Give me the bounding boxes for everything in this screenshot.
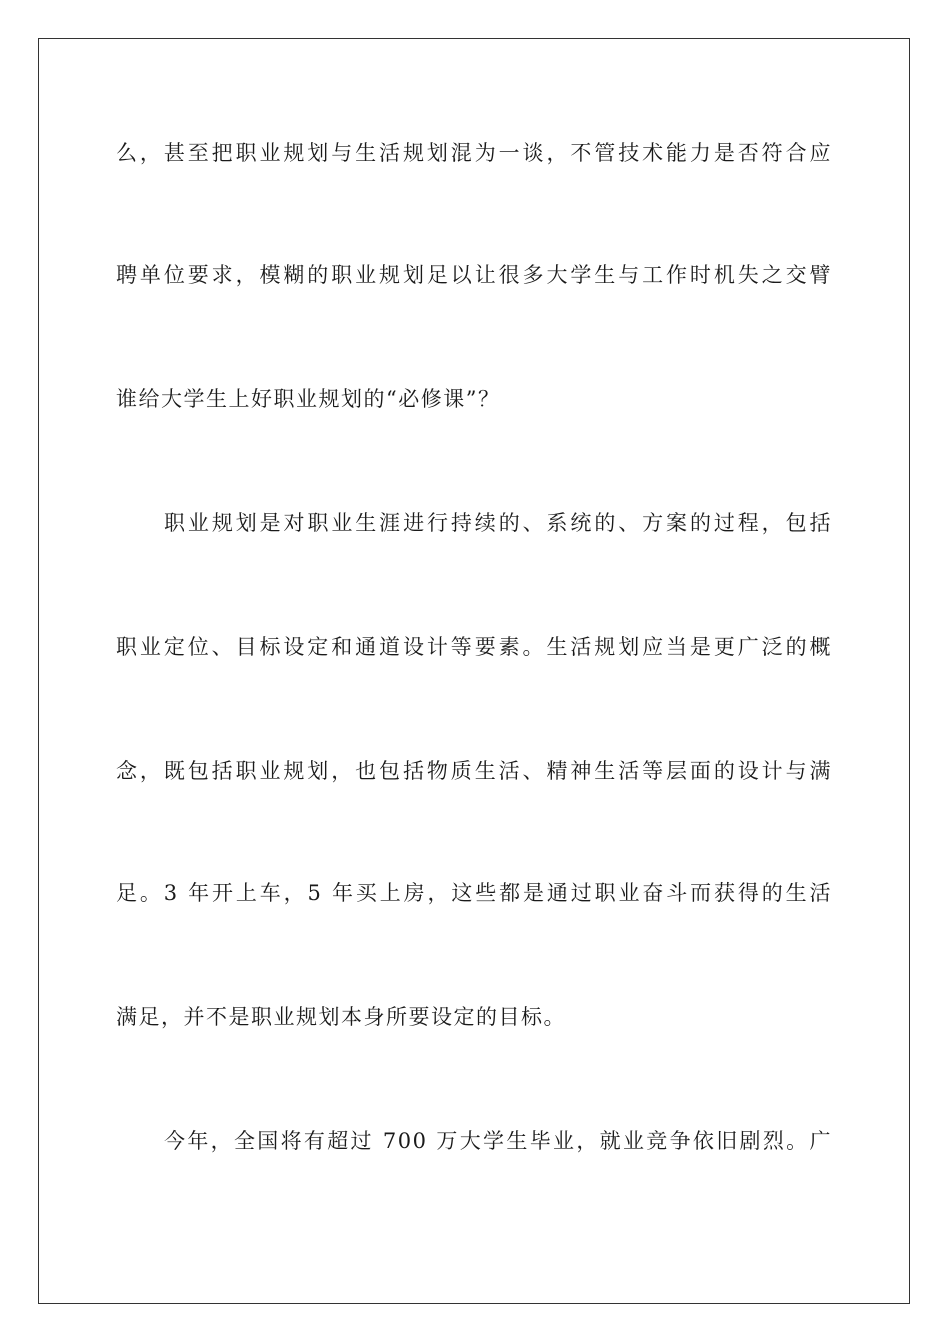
paragraph-line: 职业规划是对职业生涯进行持续的、系统的、方案的过程，包括	[164, 511, 832, 535]
paragraph-line: 念，既包括职业规划，也包括物质生活、精神生活等层面的设计与满	[116, 759, 832, 783]
paragraph-line: 职业定位、目标设定和通道设计等要素。生活规划应当是更广泛的概	[116, 635, 832, 659]
paragraph-line: 足。3 年开上车，5 年买上房，这些都是通过职业奋斗而获得的生活	[116, 881, 832, 905]
paragraph-line: 今年，全国将有超过 700 万大学生毕业，就业竞争依旧剧烈。广	[164, 1129, 832, 1153]
section-heading: 谁给大学生上好职业规划的“必修课”？	[116, 387, 501, 411]
paragraph-line: 聘单位要求，模糊的职业规划足以让很多大学生与工作时机失之交臂	[116, 263, 832, 287]
paragraph-line: 满足，并不是职业规划本身所要设定的目标。	[116, 1005, 566, 1029]
page-border	[38, 38, 910, 1304]
paragraph-line: 么，甚至把职业规划与生活规划混为一谈，不管技术能力是否符合应	[116, 141, 832, 165]
